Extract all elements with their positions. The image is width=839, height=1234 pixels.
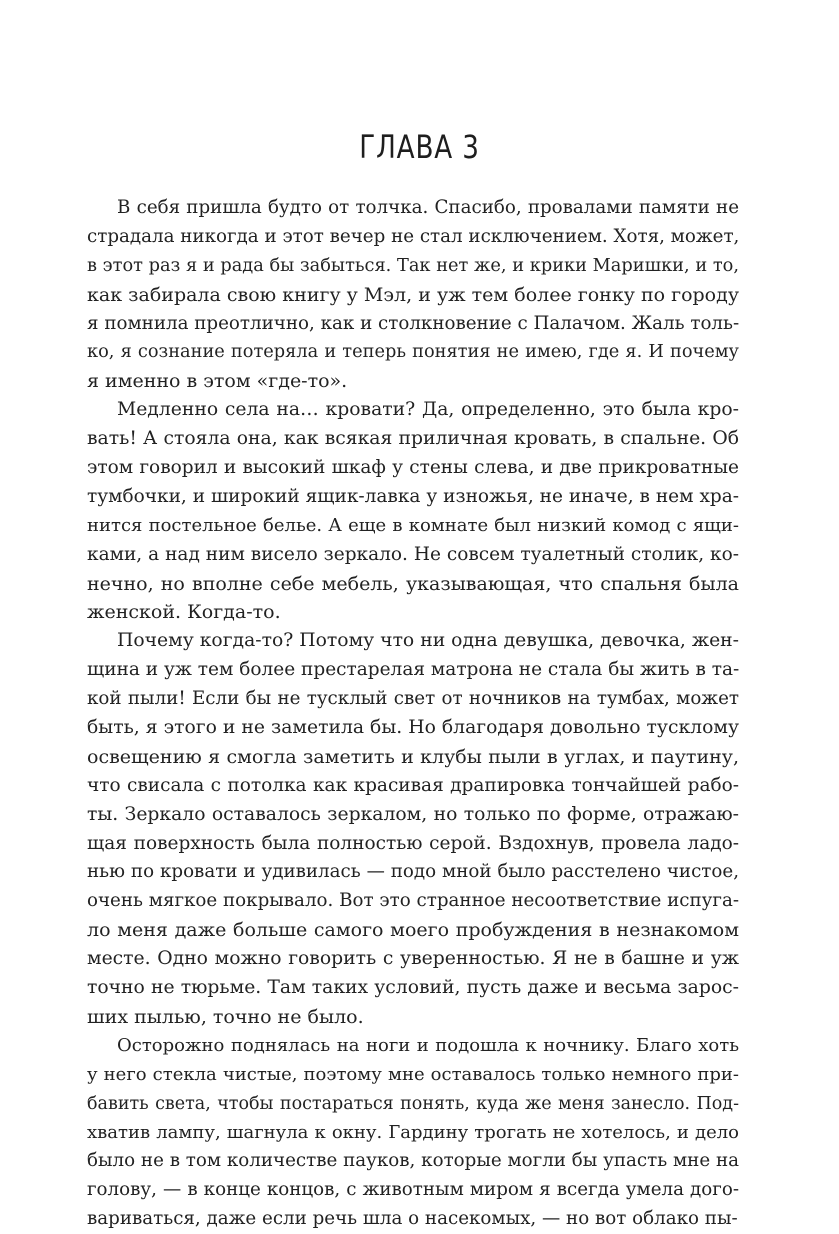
text-line: нечно, но вполне себе мебель, указывающая, что спальня была [87,572,739,595]
text-line: что свисала с потолка как красивая драпировка тончайшей рабо- [87,774,739,796]
text-line: бавить света, чтобы постараться понять, куда же меня занесло. Под- [87,1093,739,1114]
text-line: нью по кровати и удивилась — подо мной было расстелено чистое, [87,861,739,883]
text-line: точно не тюрьме. Там таких условий, пусть даже и весьма зарос- [87,977,739,999]
text-line: ками, а над ним висело зеркало. Не совсем туалетный столик, ко- [87,543,739,565]
text-line: нится постельное белье. А еще в комнате был низкий комод с ящи- [87,514,739,536]
paragraph [87,1032,739,1234]
text-line: Медленно села на… кровати? Да, определенно, это была кро- [117,399,739,421]
text-line: освещению я смогла заметить и клубы пыли в углах, и паутину, [87,745,739,768]
text-line: женской. Когда-то. [87,601,281,624]
text-line: быть, я этого и не заметила бы. Но благодаря довольно тусклому [87,717,739,739]
text-line: щина и уж тем более престарелая матрона не стала бы жить в та- [87,659,740,681]
text-line: щая поверхность была полностью серой. Вздохнув, провела ладо- [87,832,739,854]
chapter-title: ГЛАВА 3 [359,128,480,166]
text-line: было не в том количестве пауков, которые могли бы упасть мне на [87,1150,739,1172]
paragraph [87,396,739,627]
text-line: Осторожно поднялась на ноги и подошла к ночнику. Благо хоть [117,1034,739,1056]
text-line: голову, — в конце концов, с животным миром я всегда умела дого- [87,1179,739,1201]
text-line: хватив лампу, шагнула к окну. Гардину трогать не хотелось, и дело [87,1121,739,1143]
text-line: ло меня даже больше самого моего пробуждения в незнакомом [87,919,739,942]
text-line: кой пыли! Если бы не тусклый свет от ночников на тумбах, может [87,688,739,710]
text-line: ших пылью, точно не было. [87,1005,364,1028]
text-line: вать! А стояла она, как всякая приличная кровать, в спальне. Об [87,428,739,450]
text-line: я именно в этом «где-то». [87,370,348,393]
text-line: В себя пришла будто от толчка. Спасибо, провалами памяти не [117,197,739,218]
text-line: Почему когда-то? Потому что ни одна девушка, девочка, жен- [117,630,739,652]
text-line: я помнила преотлично, как и столкновение с Палачом. Жаль толь- [87,312,740,334]
text-line: в этот раз я и рада бы забыться. Так нет же, и крики Маришки, и то, [87,255,739,276]
text-line: страдала никогда и этот вечер не стал исключением. Хотя, может, [87,225,740,247]
text-line: ко, я сознание потеряла и теперь понятия не имею, где я. И почему [87,342,739,363]
text-line: вариваться, даже если речь шла о насекомых, — но вот облако пы- [87,1208,738,1230]
text-line: у него стекла чистые, поэтому мне оставалось только немного при- [87,1063,739,1085]
text-line: месте. Одно можно говорить с уверенностью. Я не в башне и уж [87,948,739,970]
text-line: очень мягкое покрывало. Вот это странное несоответствие испуга- [87,890,740,912]
text-line: тумбочки, и широкий ящик-лавка у изножья, не иначе, в нем хра- [87,485,739,507]
paragraph [87,627,739,1031]
text-line: этом говорил и высокий шкаф у стены слева, и две прикроватные [87,457,739,479]
body-text [87,194,739,1234]
text-line: ты. Зеркало оставалось зеркалом, но только по форме, отражаю- [87,803,739,825]
paragraph [87,194,739,396]
text-line: как забирала свою книгу у Мэл, и уж тем более гонку по городу [87,283,739,306]
